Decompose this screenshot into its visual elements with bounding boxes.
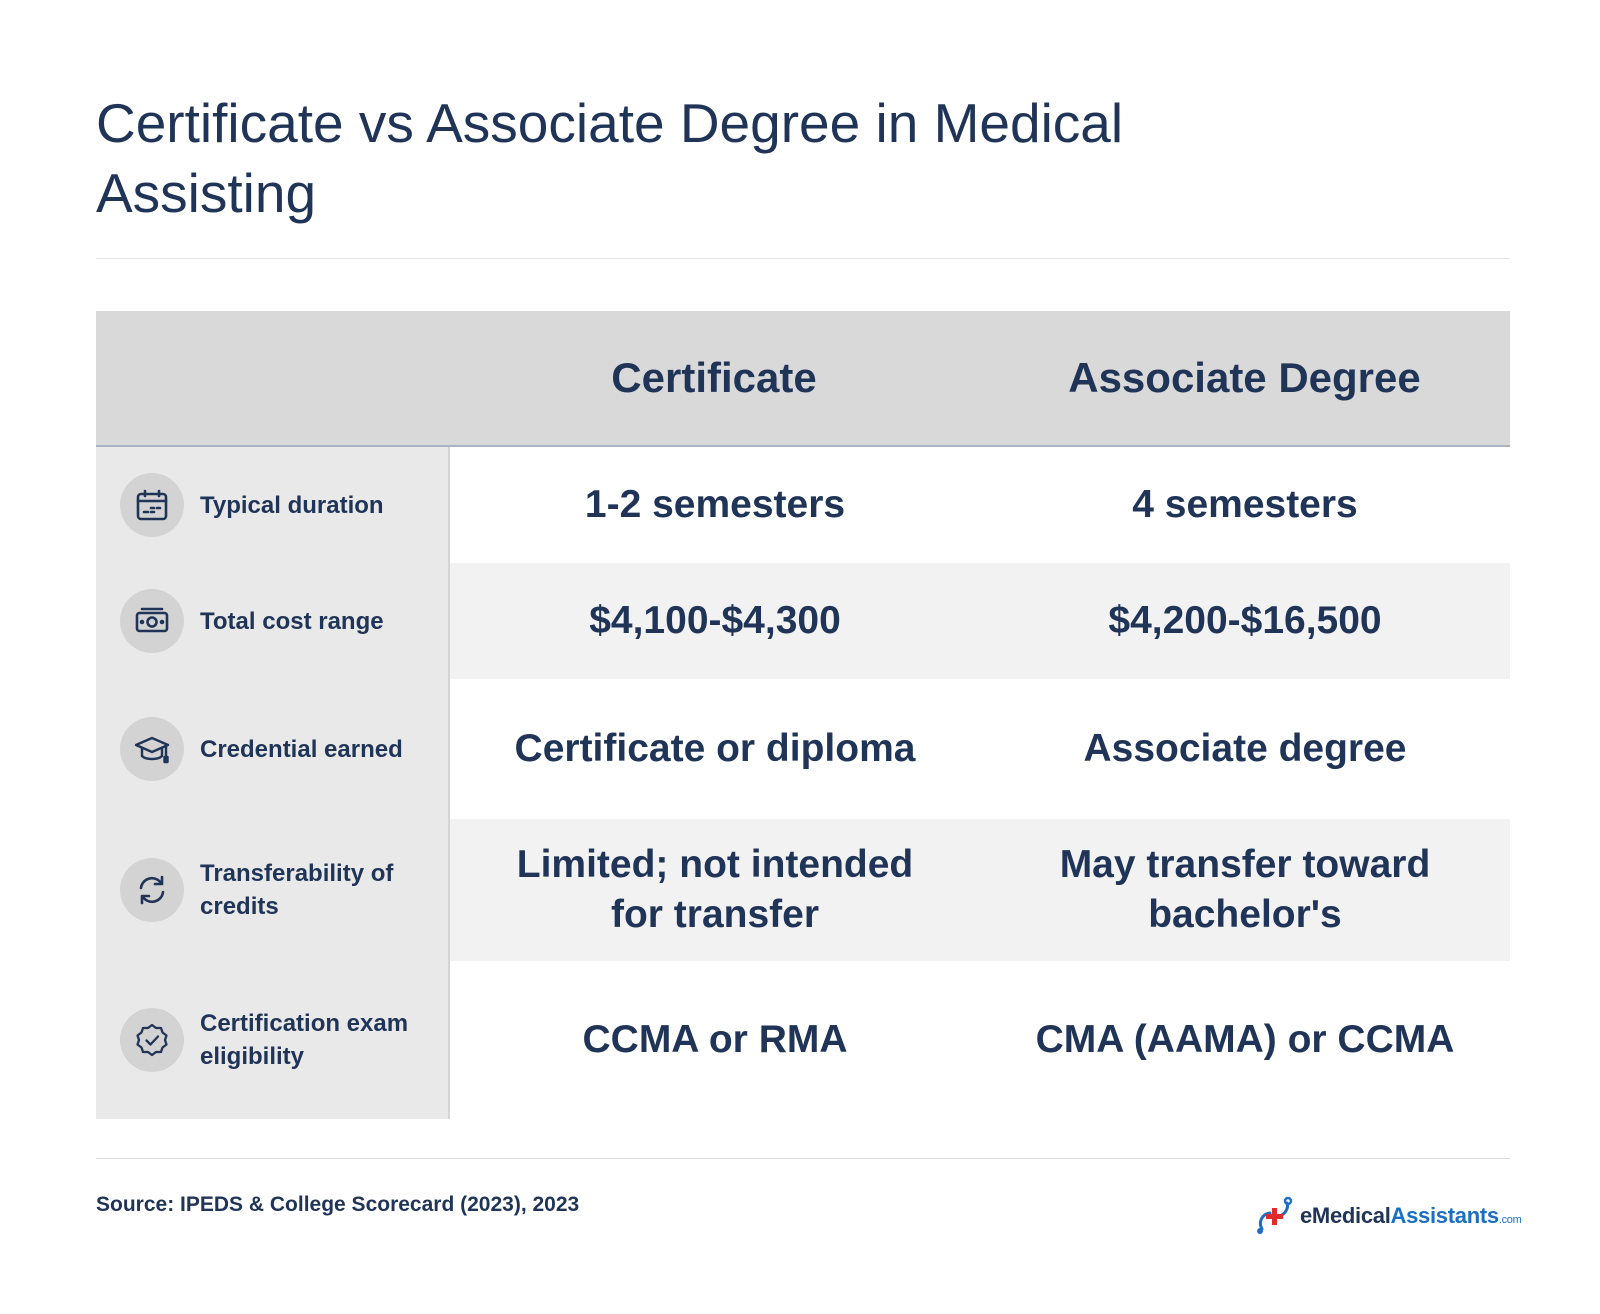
table-header xyxy=(96,311,1510,447)
logo-text-emedical: eMedical xyxy=(1300,1203,1391,1228)
refresh-icon xyxy=(120,858,184,922)
row-label: Credential earned xyxy=(200,735,403,763)
source-note: Source: IPEDS & College Scorecard (2023), 2023 xyxy=(96,1193,580,1216)
table-row xyxy=(96,819,1510,961)
cell-certificate: Certificate or diploma xyxy=(514,727,916,770)
cell-certificate: CCMA or RMA xyxy=(582,1018,848,1061)
table-row xyxy=(96,679,1510,819)
calendar-icon xyxy=(120,473,184,537)
cell-associate: CMA (AAMA) or CCMA xyxy=(1035,1018,1455,1061)
comparison-table xyxy=(96,311,1510,1119)
cell-certificate: $4,100-$4,300 xyxy=(589,599,841,642)
badge-check-icon xyxy=(120,1008,184,1072)
cell-certificate: 1-2 semesters xyxy=(584,483,846,526)
cell-associate: May transfer toward bachelor's xyxy=(1059,843,1431,936)
column-header-associate-degree: Associate Degree xyxy=(1068,354,1421,401)
column-header-certificate: Certificate xyxy=(611,354,817,401)
row-label: Certification exam eligibility xyxy=(200,1010,409,1070)
cell-associate: Associate degree xyxy=(1083,727,1407,770)
logo-mark-icon xyxy=(1254,1196,1298,1236)
row-label: Transferability of credits xyxy=(200,860,394,920)
title-divider xyxy=(96,258,1510,259)
table-row xyxy=(96,563,1510,679)
table-row xyxy=(96,447,1510,563)
table-row xyxy=(96,961,1510,1119)
money-icon xyxy=(120,589,184,653)
row-label: Total cost range xyxy=(200,607,384,635)
logo-text-assistants: Assistants xyxy=(1390,1203,1499,1228)
footer-divider xyxy=(96,1158,1510,1159)
row-label: Typical duration xyxy=(200,491,384,519)
cell-associate: $4,200-$16,500 xyxy=(1108,599,1382,642)
page-title: Certificate vs Associate Degree in Medical Assisting xyxy=(96,92,1124,224)
brand-logo xyxy=(1254,1196,1521,1236)
logo-text-domain: .com xyxy=(1498,1214,1522,1226)
graduation-cap-icon xyxy=(120,717,184,781)
cell-associate: 4 semesters xyxy=(1132,483,1358,526)
cell-certificate: Limited; not intended for transfer xyxy=(516,843,914,936)
